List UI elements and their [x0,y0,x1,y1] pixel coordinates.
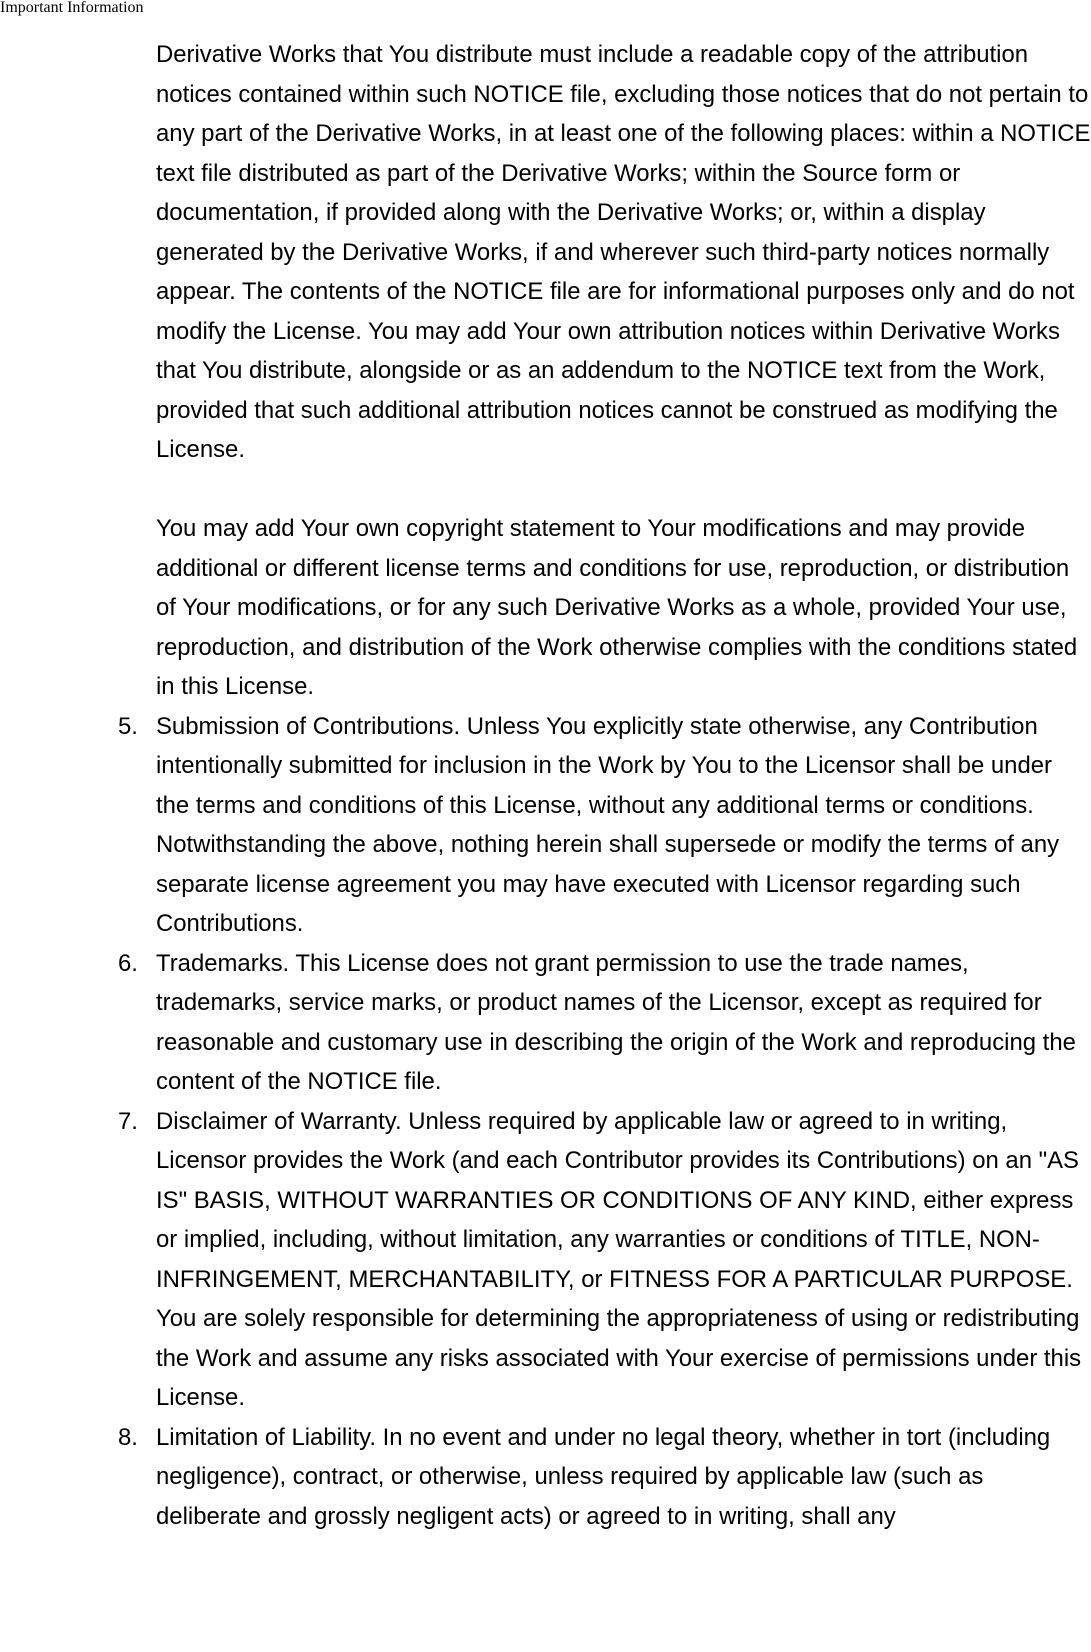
continuation-paragraph-notice: Derivative Works that You distribute must include a readable copy of the attribution notices contained within such NOTICE file, excluding those notices that do not pertain to any part of the Derivative Works, in at least one of the following places: within a NOTICE text file distributed as part of the Derivative Works; within the Source form or documentation, if provided along with the Derivative Works; or, within a display generated by the Derivative Works, if and wherever such third-party notices normally appear. The contents of the NOTICE file are for informational purposes only and do not modify the License. You may add Your own attribution notices within Derivative Works that You distribute, alongside or as an addendum to the NOTICE text from the Work, provided that such additional attribution notices cannot be construed as modifying the License. [156,41,1091,463]
list-item-number: 5. [118,712,138,740]
list-item-disclaimer [118,1102,1091,1418]
document-body [118,35,1091,1536]
list-item-text: Trademarks. This License does not grant permission to use the trade names, trademarks, service marks, or product names of the Licensor, except as required for reasonable and customary use in describing the origin of the Work and reproducing the content of the NOTICE file. [156,949,1076,1095]
list-item-text: Disclaimer of Warranty. Unless required by applicable law or agreed to in writing, Licensor provides the Work (and each Contributor provides its Contributions) on an "AS IS" BASIS, WITHOUT WARRANTIES OR CONDITIONS OF ANY KIND, either express or implied, including, without limitation, any warranties or conditions of TITLE, NON-INFRINGEMENT, MERCHANTABILITY, or FITNESS FOR A PARTICULAR PURPOSE. You are solely responsible for determining the appropriateness of using or redistributing the Work and assume any risks associated with Your exercise of permissions under this License. [156,1107,1082,1411]
license-sections-list [118,707,1091,1537]
list-item-text: Submission of Contributions. Unless You explicitly state otherwise, any Contribution intentionally submitted for inclusion in the Work by You to the Licensor shall be under the terms and conditions of this License, without any additional terms or conditions. [156,712,1052,819]
list-item-number: 7. [118,1107,138,1135]
continuation-paragraph-copyright: You may add Your own copyright statement to Your modifications and may provide additional or different license terms and conditions for use, reproduction, or distribution of Your modifications, or for any such Derivative Works as a whole, provided Your use, reproduction, and distribution of the Work otherwise complies with the conditions stated in this License. [156,515,1078,700]
list-item-limitation [118,1418,1091,1537]
list-item-number: 8. [118,1423,138,1451]
page-header-title: Important Information [0,0,144,16]
list-item-extra-text: Notwithstanding the above, nothing herein shall supersede or modify the terms of any separate license agreement you may have executed with Licensor regarding such Contributions. [156,831,1060,937]
list-item-text: Limitation of Liability. In no event and under no legal theory, whether in tort (including negligence), contract, or otherwise, unless required by applicable law (such as deliberate and grossly negligent acts) or agreed to in writing, shall any [156,1423,1051,1530]
list-item-number: 6. [118,949,138,977]
list-item-submission [118,707,1091,944]
list-item-trademarks [118,944,1091,1102]
